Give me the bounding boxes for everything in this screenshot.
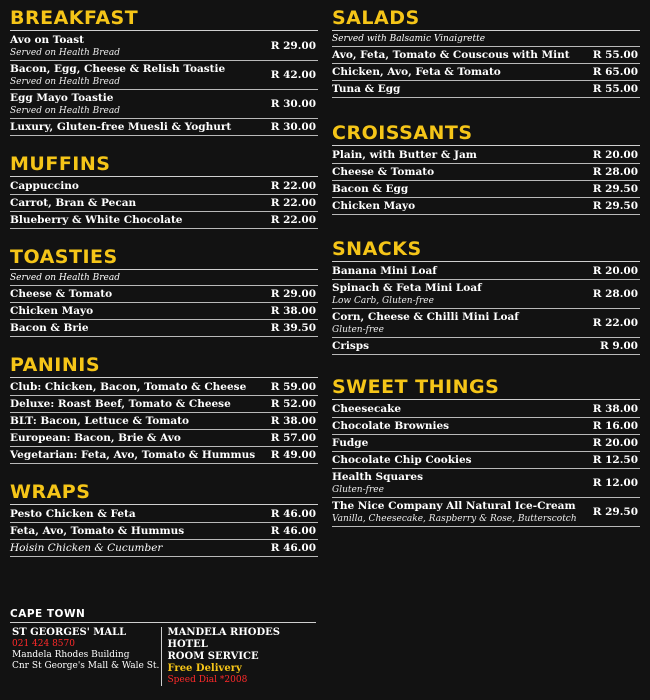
item-price: R 29.00 xyxy=(270,288,316,300)
menu-item[interactable] xyxy=(332,418,640,435)
item-price: R 39.50 xyxy=(270,322,316,334)
section-title: PANINIS xyxy=(10,353,318,378)
item-name: Luxury, Gluten-free Muesli & Yoghurt xyxy=(10,121,232,133)
item-name: Club: Chicken, Bacon, Tomato & Cheese xyxy=(10,381,247,393)
section-croissants xyxy=(332,121,640,215)
item-name: Chicken Mayo xyxy=(332,200,416,212)
item-name: Avo, Feta, Tomato & Couscous with Mint xyxy=(332,49,570,61)
section-muffins xyxy=(10,152,318,229)
item-name: Tuna & Egg xyxy=(332,83,401,95)
item-name: Avo on Toast xyxy=(10,34,84,46)
item-price: R 20.00 xyxy=(592,437,638,449)
store-st-georges-mall xyxy=(10,627,161,686)
menu-item[interactable] xyxy=(10,90,318,119)
menu-item[interactable] xyxy=(10,506,318,523)
speed-dial[interactable]: Speed Dial *2008 xyxy=(167,675,248,685)
item-name: Deluxe: Roast Beef, Tomato & Cheese xyxy=(10,398,231,410)
item-description: Low Carb, Gluten-free xyxy=(332,296,434,306)
store-address-line: Cnr St George's Mall & Wale St. xyxy=(12,661,160,671)
menu-item[interactable] xyxy=(10,430,318,447)
item-name: Cappuccino xyxy=(10,180,79,192)
item-price: R 59.00 xyxy=(270,381,316,393)
menu-item[interactable] xyxy=(10,119,318,136)
item-name: Blueberry & White Chocolate xyxy=(10,214,183,226)
item-name: Chicken, Avo, Feta & Tomato xyxy=(332,66,501,78)
item-description: Served on Health Bread xyxy=(10,77,120,87)
menu-item[interactable] xyxy=(332,280,640,309)
menu-item[interactable] xyxy=(10,523,318,540)
item-name: Cheesecake xyxy=(332,403,402,415)
item-price: R 30.00 xyxy=(270,121,316,133)
item-price: R 46.00 xyxy=(270,542,316,554)
item-name: Hoisin Chicken & Cucumber xyxy=(10,542,163,554)
section-title: CROISSANTS xyxy=(332,121,640,146)
item-name: Pesto Chicken & Feta xyxy=(10,508,136,520)
item-name: Spinach & Feta Mini Loaf xyxy=(332,282,482,294)
item-name: BLT: Bacon, Lettuce & Tomato xyxy=(10,415,190,427)
menu-item[interactable] xyxy=(332,401,640,418)
item-price: R 16.00 xyxy=(592,420,638,432)
item-price: R 12.00 xyxy=(592,477,638,489)
section-paninis xyxy=(10,353,318,464)
menu-item[interactable] xyxy=(332,164,640,181)
item-price: R 38.00 xyxy=(270,415,316,427)
item-price: R 29.50 xyxy=(592,183,638,195)
section-title: SWEET THINGS xyxy=(332,375,640,400)
item-price: R 52.00 xyxy=(270,398,316,410)
menu-item[interactable] xyxy=(332,498,640,527)
menu-item[interactable] xyxy=(332,181,640,198)
menu-item[interactable] xyxy=(332,452,640,469)
menu-item[interactable] xyxy=(332,338,640,355)
item-price: R 28.00 xyxy=(592,166,638,178)
item-price: R 46.00 xyxy=(270,508,316,520)
menu-item[interactable] xyxy=(332,47,640,64)
store-address-line: Mandela Rhodes Building xyxy=(12,650,130,660)
store-mandela-rhodes-hotel xyxy=(161,627,317,686)
menu-item[interactable] xyxy=(332,147,640,164)
item-name: Plain, with Butter & Jam xyxy=(332,149,477,161)
item-price: R 29.50 xyxy=(592,506,638,518)
section-title: SALADS xyxy=(332,6,640,31)
item-description: Served on Health Bread xyxy=(10,48,120,58)
item-price: R 22.00 xyxy=(592,317,638,329)
section-title: WRAPS xyxy=(10,480,318,505)
item-price: R 22.00 xyxy=(270,197,316,209)
item-name: The Nice Company All Natural Ice-Cream xyxy=(332,500,576,512)
item-price: R 57.00 xyxy=(270,432,316,444)
item-name: Bacon & Brie xyxy=(10,322,89,334)
city-heading: CAPE TOWN xyxy=(10,606,316,623)
menu-item[interactable] xyxy=(10,447,318,464)
item-name: Vegetarian: Feta, Avo, Tomato & Hummus xyxy=(10,449,256,461)
menu-item[interactable] xyxy=(332,263,640,280)
item-price: R 38.00 xyxy=(270,305,316,317)
item-price: R 29.50 xyxy=(592,200,638,212)
menu-item[interactable] xyxy=(332,309,640,338)
right-column xyxy=(332,6,640,527)
section-title: BREAKFAST xyxy=(10,6,318,31)
item-name: Crisps xyxy=(332,340,370,352)
section-snacks xyxy=(332,237,640,355)
item-price: R 38.00 xyxy=(592,403,638,415)
section-toasties xyxy=(10,245,318,337)
menu-item[interactable] xyxy=(332,435,640,452)
section-title: SNACKS xyxy=(332,237,640,262)
item-price: R 55.00 xyxy=(592,83,638,95)
menu-item[interactable] xyxy=(10,540,318,557)
section-note: Served with Balsamic Vinaigrette xyxy=(332,32,640,47)
menu-item[interactable] xyxy=(10,178,318,195)
menu-item[interactable] xyxy=(10,61,318,90)
store-name: MANDELA RHODES HOTEL xyxy=(167,627,281,650)
item-price: R 55.00 xyxy=(592,49,638,61)
item-price: R 30.00 xyxy=(270,98,316,110)
item-name: Egg Mayo Toastie xyxy=(10,92,114,104)
left-column xyxy=(10,6,318,557)
item-description: Served on Health Bread xyxy=(10,106,120,116)
item-price: R 29.00 xyxy=(270,40,316,52)
menu-item[interactable] xyxy=(10,286,318,303)
menu-item[interactable] xyxy=(332,469,640,498)
item-description: Gluten-free xyxy=(332,485,384,495)
item-price: R 46.00 xyxy=(270,525,316,537)
menu-item[interactable] xyxy=(332,198,640,215)
section-note: Served on Health Bread xyxy=(10,271,318,286)
item-price: R 20.00 xyxy=(592,265,638,277)
item-price: R 20.00 xyxy=(592,149,638,161)
item-name: Carrot, Bran & Pecan xyxy=(10,197,137,209)
item-name: Corn, Cheese & Chilli Mini Loaf xyxy=(332,311,519,323)
store-locations-footer xyxy=(10,606,316,686)
menu-item[interactable] xyxy=(10,303,318,320)
section-sweet-things xyxy=(332,375,640,527)
store-name: ST GEORGES' MALL xyxy=(12,627,127,638)
delivery-note: Free Delivery xyxy=(167,663,242,674)
item-price: R 49.00 xyxy=(270,449,316,461)
item-name: Chicken Mayo xyxy=(10,305,94,317)
menu-item[interactable] xyxy=(10,413,318,430)
item-price: R 28.00 xyxy=(592,288,638,300)
section-title: MUFFINS xyxy=(10,152,318,177)
menu-item[interactable] xyxy=(10,379,318,396)
section-salads xyxy=(332,6,640,98)
item-price: R 42.00 xyxy=(270,69,316,81)
item-name: Chocolate Chip Cookies xyxy=(332,454,472,466)
menu-item[interactable] xyxy=(10,320,318,337)
menu-item[interactable] xyxy=(10,195,318,212)
item-price: R 9.00 xyxy=(600,340,638,352)
item-name: Fudge xyxy=(332,437,369,449)
menu-item[interactable] xyxy=(10,212,318,229)
menu-item[interactable] xyxy=(10,32,318,61)
store-service: ROOM SERVICE xyxy=(167,651,259,662)
item-name: Bacon & Egg xyxy=(332,183,409,195)
section-wraps xyxy=(10,480,318,557)
item-name: European: Bacon, Brie & Avo xyxy=(10,432,181,444)
item-name: Feta, Avo, Tomato & Hummus xyxy=(10,525,185,537)
item-name: Bacon, Egg, Cheese & Relish Toastie xyxy=(10,63,226,75)
menu-item[interactable] xyxy=(10,396,318,413)
menu-item[interactable] xyxy=(332,81,640,98)
item-name: Banana Mini Loaf xyxy=(332,265,437,277)
store-phone[interactable]: 021 424 8570 xyxy=(12,639,75,649)
item-description: Gluten-free xyxy=(332,325,384,335)
item-name: Cheese & Tomato xyxy=(332,166,435,178)
item-name: Cheese & Tomato xyxy=(10,288,113,300)
item-description: Vanilla, Cheesecake, Raspberry & Rose, Butterscotch xyxy=(332,514,577,524)
item-price: R 12.50 xyxy=(592,454,638,466)
item-price: R 22.00 xyxy=(270,214,316,226)
menu-item[interactable] xyxy=(332,64,640,81)
section-breakfast xyxy=(10,6,318,136)
item-price: R 65.00 xyxy=(592,66,638,78)
item-name: Health Squares xyxy=(332,471,424,483)
section-title: TOASTIES xyxy=(10,245,318,270)
item-name: Chocolate Brownies xyxy=(332,420,450,432)
item-price: R 22.00 xyxy=(270,180,316,192)
